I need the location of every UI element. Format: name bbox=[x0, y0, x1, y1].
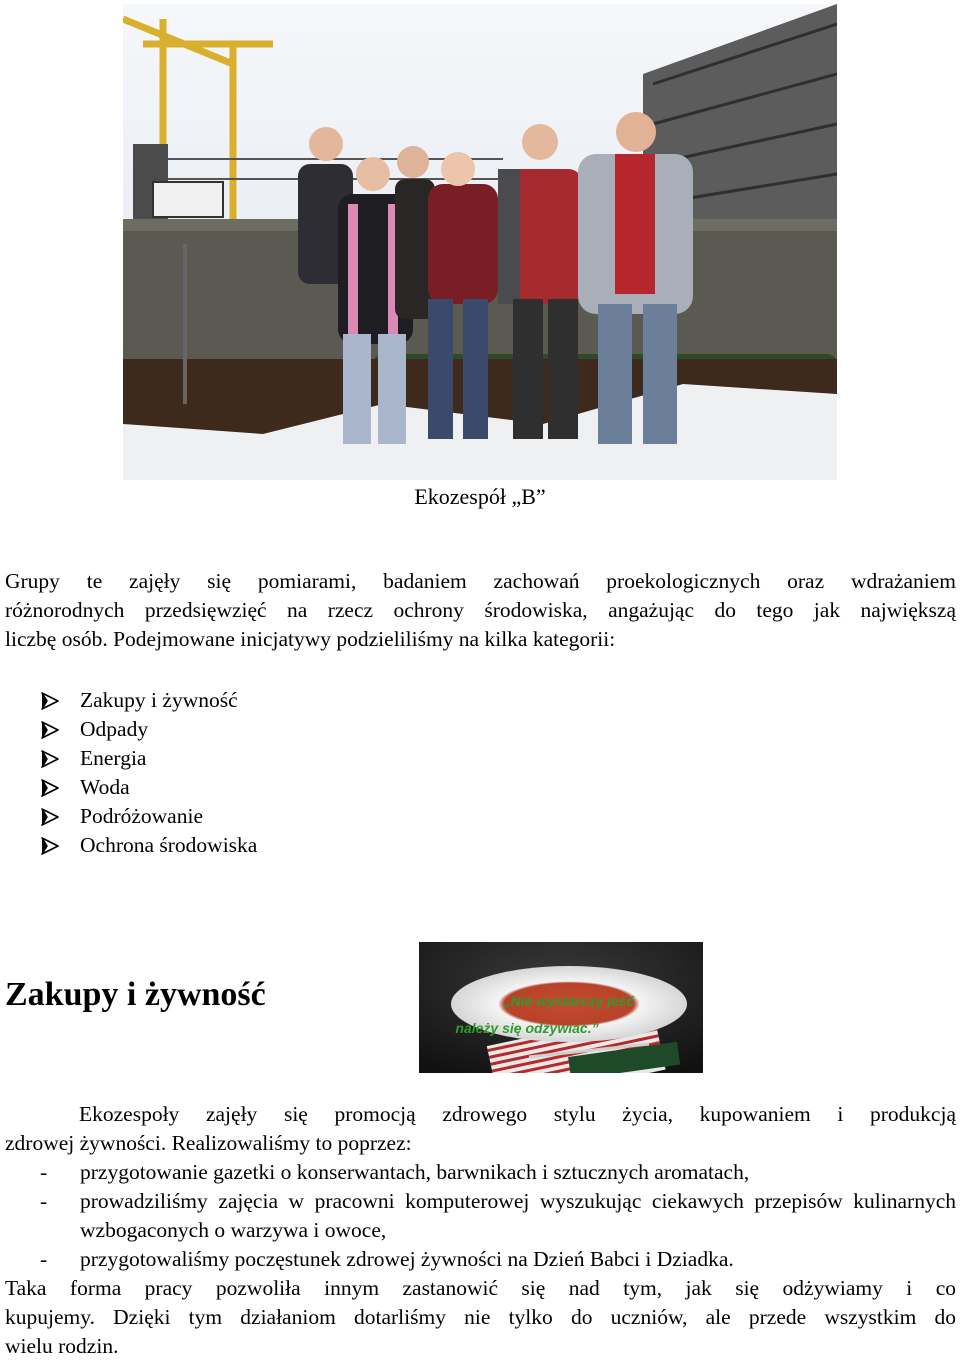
list-item bbox=[40, 744, 257, 773]
arrow-bullet-icon bbox=[40, 692, 80, 710]
list-item-text: przygotowanie gazetki o konserwantach, barwnikach i sztucznych aromatach, bbox=[80, 1160, 750, 1184]
category-label: Podróżowanie bbox=[80, 804, 203, 828]
list-item bbox=[40, 802, 257, 831]
list-item: - przygotowanie gazetki o konserwantach, barwnikach i sztucznych aromatach, bbox=[5, 1158, 956, 1187]
body-line: kupujemy. Dzięki tym działaniom dotarliśmy nie tylko do uczniów, ale przede wszystkim do bbox=[5, 1305, 956, 1329]
list-item bbox=[40, 831, 257, 860]
category-label: Ochrona środowiska bbox=[80, 833, 258, 857]
section-body bbox=[5, 1100, 956, 1361]
list-item: - przygotowaliśmy poczęstunek zdrowej żywności na Dzień Babci i Dziadka. bbox=[5, 1245, 956, 1274]
list-item bbox=[40, 773, 257, 802]
arrow-bullet-icon bbox=[40, 837, 80, 855]
list-item-text: przygotowaliśmy poczęstunek zdrowej żywności na Dzień Babci i Dziadka. bbox=[80, 1247, 734, 1271]
list-item: - prowadziliśmy zajęcia w pracowni komputerowej wyszukując ciekawych przepisów kulinarnych wzbogaconych o warzywa i owoce, bbox=[5, 1187, 956, 1245]
body-line: Taka forma pracy pozwoliła innym zastanowić się nad tym, jak się odżywiamy i co bbox=[5, 1276, 956, 1300]
arrow-bullet-icon bbox=[40, 779, 80, 797]
arrow-bullet-icon bbox=[40, 808, 80, 826]
section-heading: Zakupy i żywność bbox=[5, 976, 266, 1013]
plate-slogan-line2: należy się odżywiać.” bbox=[455, 1020, 599, 1036]
group-photo bbox=[123, 4, 837, 480]
category-label: Odpady bbox=[80, 717, 149, 741]
category-list bbox=[40, 686, 257, 860]
body-line: wielu rodzin. bbox=[5, 1334, 119, 1358]
list-item bbox=[40, 715, 257, 744]
arrow-bullet-icon bbox=[40, 721, 80, 739]
plate-slogan-line1: „Nie wystarczy jeść bbox=[503, 993, 635, 1009]
intro-line: różnorodnych przedsięwzięć na rzecz ochrony środowiska, angażując do tego jak największą bbox=[5, 598, 956, 622]
category-label: Zakupy i żywność bbox=[80, 688, 238, 712]
plate-image bbox=[419, 942, 703, 1073]
body-line: zdrowej żywności. Realizowaliśmy to poprzez: bbox=[5, 1131, 412, 1155]
photo-caption: Ekozespół „B” bbox=[414, 484, 546, 509]
arrow-bullet-icon bbox=[40, 750, 80, 768]
category-label: Woda bbox=[80, 775, 130, 799]
intro-line: liczbę osób. Podejmowane inicjatywy podzieliliśmy na kilka kategorii: bbox=[5, 627, 616, 651]
intro-line: Grupy te zajęły się pomiarami, badaniem zachowań proekologicznych oraz wdrażaniem bbox=[5, 569, 956, 593]
body-line: Ekozespoły zajęły się promocją zdrowego stylu życia, kupowaniem i produkcją bbox=[79, 1102, 956, 1126]
category-label: Energia bbox=[80, 746, 147, 770]
intro-paragraph bbox=[5, 567, 956, 654]
list-item-text: prowadziliśmy zajęcia w pracowni komputerowej wyszukując ciekawych przepisów kulinarnych wzbogaconych o warzywa i owoce, bbox=[80, 1189, 956, 1242]
list-item bbox=[40, 686, 257, 715]
